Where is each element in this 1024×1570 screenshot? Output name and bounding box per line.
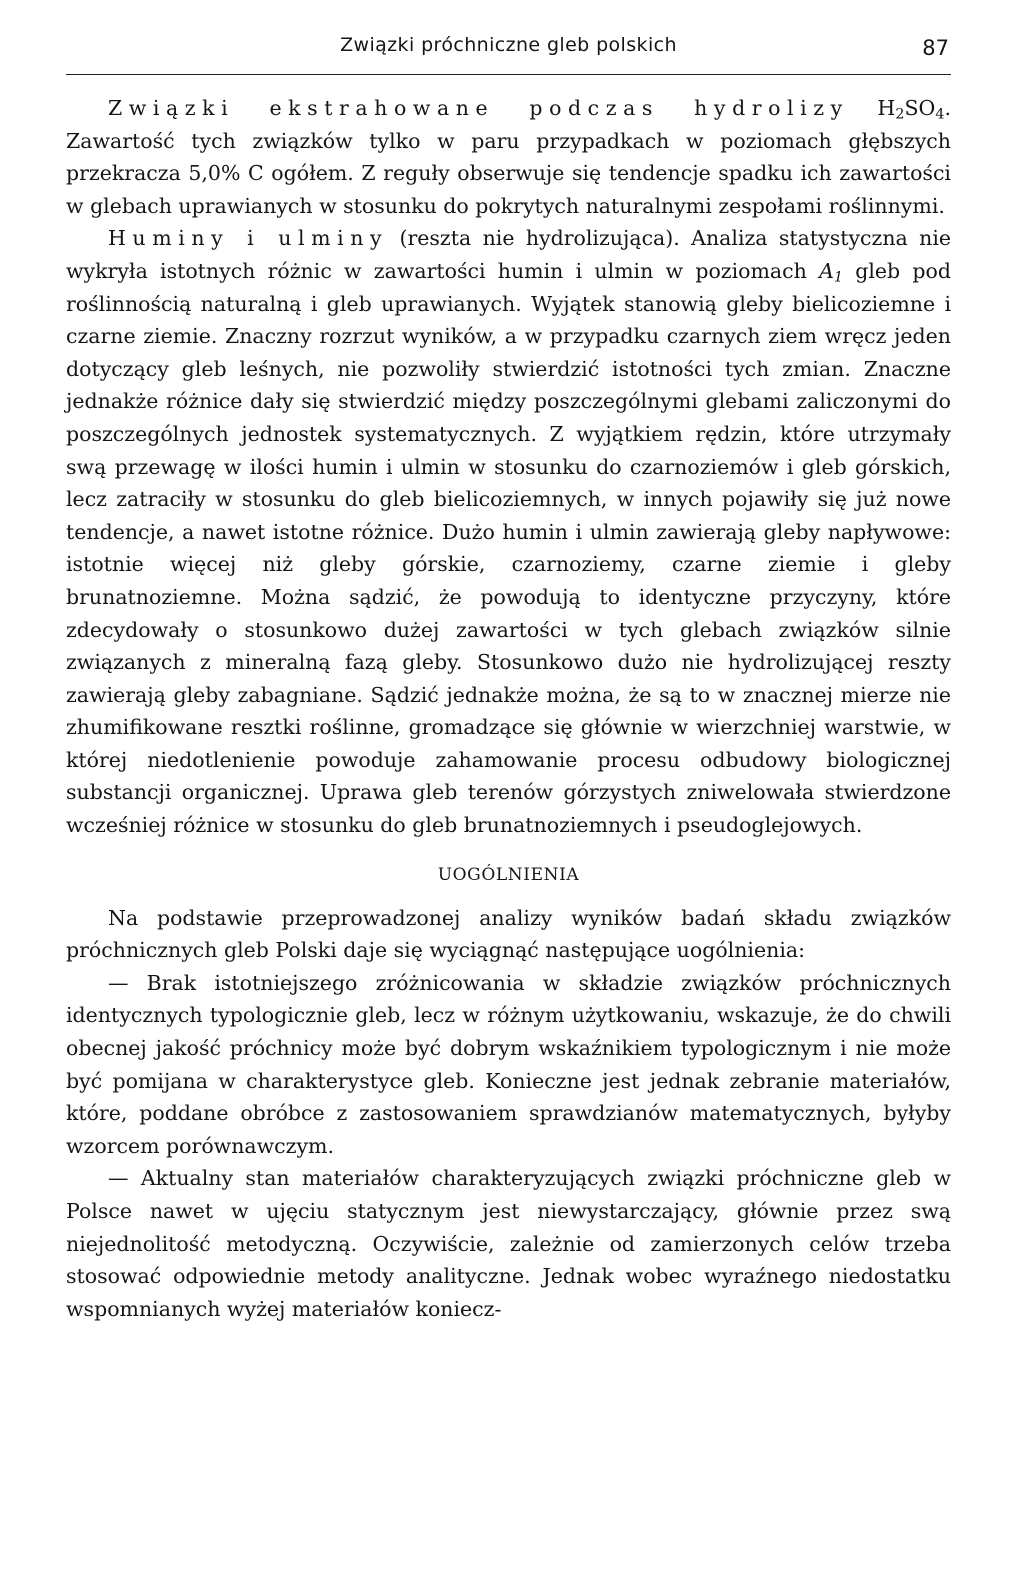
spaced-lead-term: Huminy i ulminy <box>108 226 389 251</box>
chem-formula: $H_2SO_4$ <box>877 96 945 123</box>
page-number: 87 <box>922 36 949 60</box>
spaced-lead-term: Związki ekstrahowane podczas hydrolizy <box>108 96 849 120</box>
paragraph-humins-ulmins <box>66 222 951 841</box>
paragraph-hydrolysis-compounds <box>66 92 951 222</box>
paragraph-text: . Zawartość tych związków tylko w paru przypadkach w poziomach głębszych przekracza 5,0% C ogółem. Z reguły obserwuje się tendencje spadku ich zawartości w glebach uprawianych w stosunku do pokrytych naturalnymi zespołami roślinnymi. <box>66 96 951 218</box>
body-text <box>66 92 951 1325</box>
running-header <box>66 34 951 75</box>
paragraph-point-2: — Aktualny stan materiałów charakteryzujących związki próchniczne gleb w Polsce nawet w ujęciu statycznym jest niewystarczający, głównie przez swą niejednolitość metodyczną. Oczywiście, zależnie od zamierzonych celów trzeba stosować odpowiednie metody analityczne. Jednak wobec wyraźnego niedostatku wspomnianych wyżej materiałów koniecz- <box>66 1166 951 1321</box>
paragraph-intro: Na podstawie przeprowadzonej analizy wyników badań składu związków próchnicznych gleb Polski daje się wyciągnąć następujące uogólnienia: <box>66 905 951 963</box>
horizon-symbol: $A_1$ <box>819 258 844 286</box>
paragraph-point-1: — Brak istotniejszego zróżnicowania w składzie związków próchnicznych identycznych typologicznie gleb, lecz w różnym użytkowaniu, wskazuje, że do chwili obecnej jakość próchnicy może być dobrym wskaźnikiem typologicznym i nie może być pomijana w charakterystyce gleb. Konieczne jest jednak zebranie materiałów, które, poddane obróbce z zastosowaniem sprawdzianów matematycznych, byłyby wzorcem porównawczym. <box>66 970 951 1158</box>
running-title: Związki próchniczne gleb polskich <box>340 34 677 56</box>
paragraph-text: gleb pod roślinnością naturalną i gleb uprawianych. Wyjątek stanowią gleby bielicoziemne i czarne ziemie. Znaczny rozrzut wyników, a w przypadku czarnych ziem wręcz jeden dotyczący gleb leśnych, nie pozwoliły stwierdzić istotności tych zmian. Znaczne jednakże różnice dały się stwierdzić między poszczególnymi glebami zaliczonymi do poszczególnych jednostek systematycznych. Z wyjątkiem rędzin, które utrzymały swą przewagę w ilości humin i ulmin w stosunku do czarnoziemów i gleb górskich, lecz zatraciły w stosunku do gleb bielicoziemnych, w innych pojawiły się już nowe tendencje, a nawet istotne różnice. Dużo humin i ulmin zawierają gleby napływowe: istotnie więcej niż gleby górskie, czarnoziemy, czarne ziemie i gleby brunatnoziemne. Można sądzić, że powodują to identyczne przyczyny, które zdecydowały o stosunkowo dużej zawartości w tych glebach związków silnie związanych z mineralną fazą gleby. Stosunkowo dużo nie hydrolizującej reszty zawierają gleby zabagniane. Sądzić jednakże można, że są to w znacznej mierze nie zhumifikowane resztki roślinne, gromadzące się głównie w wierzchniej warstwie, w której niedotlenienie powoduje zahamowanie procesu odbudowy biologicznej substancji organicznej. Uprawa gleb terenów górzystych zniwelowała stwierdzone wcześniej różnice w stosunku do gleb brunatnoziemnych i pseudoglejowych. <box>66 258 951 838</box>
paragraph-text: (reszta nie hydrolizująca). Analiza statystyczna nie wykryła istotnych różnic w zawartości humin i ulmin w poziomach <box>66 226 952 283</box>
section-heading: UOGÓLNIENIA <box>437 864 580 885</box>
